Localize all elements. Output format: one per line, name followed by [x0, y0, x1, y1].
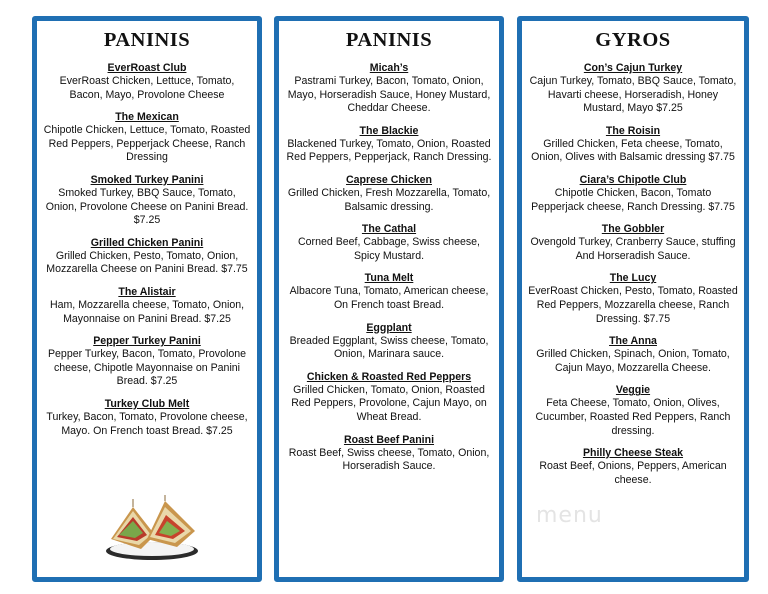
- item-description: EverRoast Chicken, Pesto, Tomato, Roasted Red Peppers, Mozzarella cheese, Ranch Dressing. $7.75: [528, 285, 738, 325]
- menu-item: [528, 447, 738, 487]
- menu-item: [43, 174, 251, 228]
- item-name: Caprese Chicken: [346, 173, 432, 186]
- item-description: Ovengold Turkey, Cranberry Sauce, stuffing And Horseradish Sauce.: [530, 236, 736, 262]
- item-description: Corned Beef, Cabbage, Swiss cheese, Spicy Mustard.: [298, 236, 480, 262]
- menu-item: [285, 434, 493, 474]
- menu-column-paninis-2: [274, 16, 504, 582]
- item-name: The Mexican: [115, 111, 179, 124]
- item-description: Cajun Turkey, Tomato, BBQ Sauce, Tomato, Havarti cheese, Horseradish, Honey Mustard, Mayo $7.25: [529, 75, 737, 115]
- item-name: Pepper Turkey Panini: [93, 335, 201, 348]
- menu-item: [285, 125, 493, 165]
- item-description: Albacore Tuna, Tomato, American cheese, On French toast Bread.: [289, 285, 489, 311]
- item-name: Philly Cheese Steak: [582, 447, 684, 460]
- item-name: The Alistair: [118, 285, 176, 298]
- menu-item: [43, 335, 251, 389]
- item-name: Smoked Turkey Panini: [90, 173, 204, 186]
- item-name: The Lucy: [609, 272, 657, 285]
- item-name: Turkey Club Melt: [104, 397, 190, 410]
- item-description: Turkey, Bacon, Tomato, Provolone cheese, Mayo. On French toast Bread. $7.25: [46, 410, 248, 437]
- item-description: Roast Beef, Onions, Peppers, American cheese.: [539, 460, 727, 486]
- item-name: The Roisin: [605, 124, 661, 137]
- menu-column-paninis-1: [32, 16, 262, 582]
- item-name: Grilled Chicken Panini: [90, 236, 204, 249]
- item-name: Tuna Melt: [364, 272, 414, 285]
- menu-item: [528, 335, 738, 375]
- item-description: Ham, Mozzarella cheese, Tomato, Onion, Mayonnaise on Panini Bread. $7.25: [49, 298, 245, 325]
- item-name: The Gobbler: [601, 223, 665, 236]
- menu-item: [43, 111, 251, 165]
- menu-item: [528, 125, 738, 165]
- menu-item: [285, 62, 493, 116]
- section-heading: PANINIS: [103, 29, 191, 51]
- item-name: Micah’s: [369, 62, 409, 74]
- menu-item: [528, 384, 738, 438]
- watermark-text: menu: [536, 503, 603, 528]
- item-name: The Anna: [609, 335, 657, 348]
- menu-item: [43, 398, 251, 438]
- menu-item: [528, 62, 738, 116]
- sandwich-image: [103, 495, 201, 561]
- menu-item: [285, 174, 493, 214]
- item-name: Ciara’s Chipotle Club: [579, 173, 687, 186]
- menu-item: [285, 371, 493, 425]
- section-heading: PANINIS: [345, 29, 433, 51]
- menu-column-gyros: [517, 16, 749, 582]
- item-description: Grilled Chicken, Pesto, Tomato, Onion, Mozzarella Cheese on Panini Bread. $7.75: [46, 249, 248, 276]
- item-description: Grilled Chicken, Tomato, Onion, Roasted Red Peppers, Provolone, Cajun Mayo, on Wheat Bread.: [291, 383, 487, 423]
- item-description: Grilled Chicken, Fresh Mozzarella, Tomato, Balsamic dressing.: [287, 186, 491, 213]
- menu-item: [528, 272, 738, 326]
- item-description: Roast Beef, Swiss cheese, Tomato, Onion, Horseradish Sauce.: [288, 446, 490, 473]
- item-description: Blackened Turkey, Tomato, Onion, Roasted Red Peppers, Pepperjack, Ranch Dressing.: [286, 137, 492, 164]
- item-name: The Blackie: [359, 124, 419, 137]
- item-description: Chipotle Chicken, Bacon, Tomato Pepperjack cheese, Ranch Dressing. $7.75: [531, 186, 735, 213]
- item-description: Smoked Turkey, BBQ Sauce, Tomato, Onion, Provolone Cheese on Panini Bread. $7.25: [45, 186, 249, 227]
- menu-item: [285, 322, 493, 362]
- item-description: Breaded Eggplant, Swiss cheese, Tomato, Onion, Marinara sauce.: [289, 334, 489, 361]
- menu-item: [528, 174, 738, 214]
- item-name: Roast Beef Panini: [343, 433, 435, 446]
- menu-item: [285, 272, 493, 312]
- menu-item: [528, 223, 738, 263]
- item-name: Con’s Cajun Turkey: [583, 62, 683, 74]
- menu-item: [43, 286, 251, 326]
- item-description: EverRoast Chicken, Lettuce, Tomato, Bacon, Mayo, Provolone Cheese: [59, 75, 235, 101]
- item-description: Feta Cheese, Tomato, Onion, Olives, Cucumber, Roasted Red Peppers, Ranch dressing.: [535, 397, 731, 437]
- item-description: Pastrami Turkey, Bacon, Tomato, Onion, Mayo, Horseradish Sauce, Honey Mustard, Cheddar Cheese.: [287, 75, 491, 115]
- section-heading: GYROS: [595, 29, 671, 51]
- item-name: Veggie: [615, 384, 651, 397]
- menu-item: [285, 223, 493, 263]
- item-name: Chicken & Roasted Red Peppers: [306, 370, 472, 383]
- item-name: Eggplant: [366, 321, 412, 334]
- menu-item: [43, 237, 251, 277]
- menu-item: [43, 62, 251, 102]
- item-description: Grilled Chicken, Feta cheese, Tomato, Onion, Olives with Balsamic dressing $7.75: [531, 137, 735, 164]
- item-name: EverRoast Club: [107, 62, 187, 74]
- item-name: The Cathal: [361, 223, 417, 236]
- item-description: Chipotle Chicken, Lettuce, Tomato, Roasted Red Peppers, Pepperjack Cheese, Ranch Dressing: [43, 124, 251, 164]
- item-description: Pepper Turkey, Bacon, Tomato, Provolone cheese, Chipotle Mayonnaise on Panini Bread. $7.25: [47, 348, 247, 388]
- item-description: Grilled Chicken, Spinach, Onion, Tomato, Cajun Mayo, Mozzarella Cheese.: [536, 348, 730, 374]
